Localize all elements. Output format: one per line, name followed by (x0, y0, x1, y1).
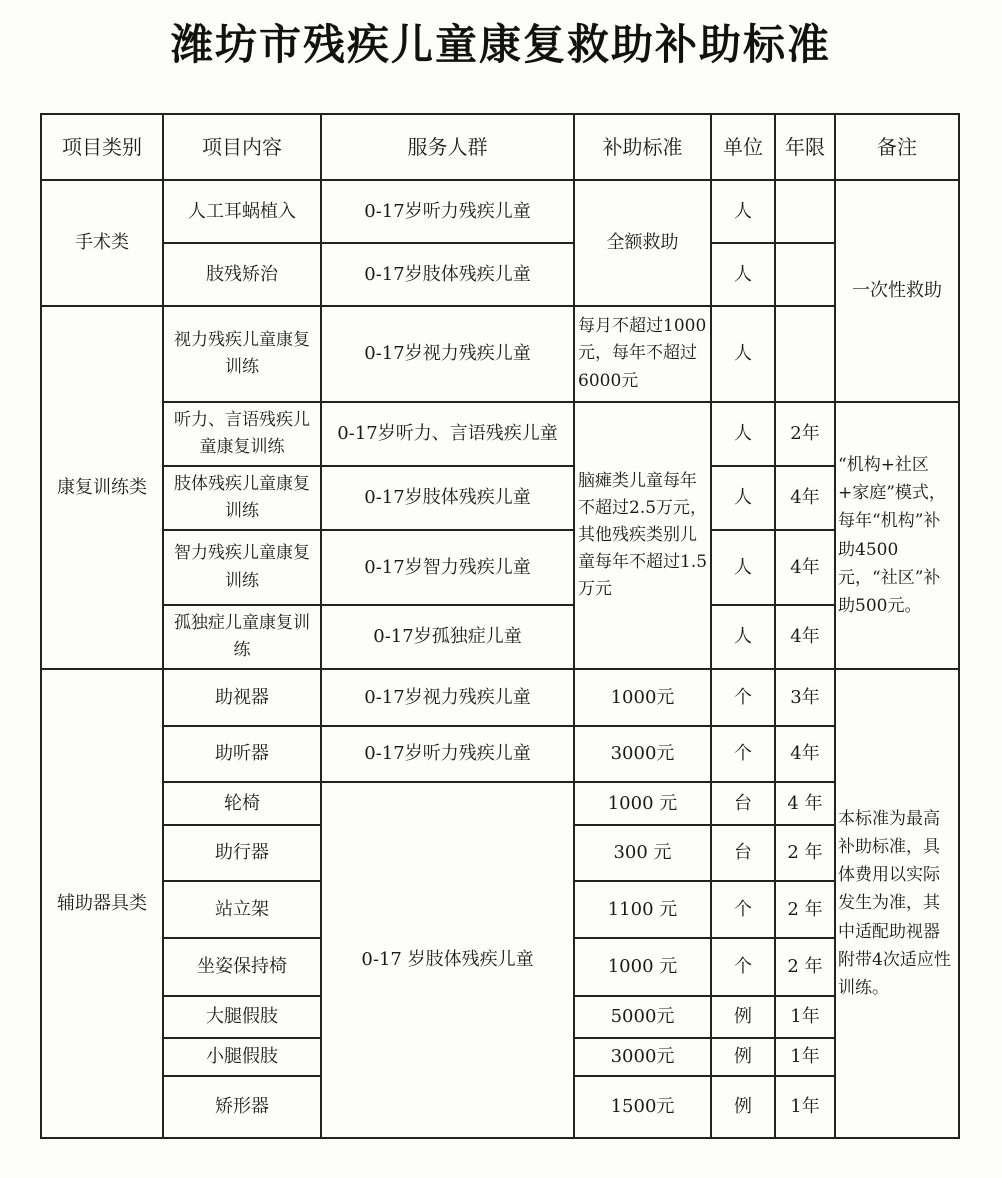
unit-cell: 个 (711, 726, 775, 782)
term-cell: 4年 (775, 530, 835, 605)
category-cell: 手术类 (41, 180, 163, 306)
standard-cell: 1000 元 (574, 938, 711, 996)
table-row (41, 782, 959, 825)
unit-cell: 人 (711, 466, 775, 530)
group-cell: 0-17岁孤独症儿童 (321, 605, 574, 669)
header-unit: 单位 (711, 114, 775, 180)
term-cell: 1年 (775, 1076, 835, 1138)
header-category: 项目类别 (41, 114, 163, 180)
header-group: 服务人群 (321, 114, 574, 180)
standard-cell: 1000 元 (574, 782, 711, 825)
header-content: 项目内容 (163, 114, 321, 180)
table-row (41, 466, 959, 530)
content-cell: 站立架 (163, 881, 321, 938)
content-cell: 智力残疾儿童康复训练 (163, 530, 321, 605)
term-cell: 4年 (775, 605, 835, 669)
table-row (41, 306, 959, 402)
table-row (41, 605, 959, 669)
content-cell: 矫形器 (163, 1076, 321, 1138)
remark-cell: “机构+社区+家庭”模式，每年“机构”补助4500元，“社区”补助500元。 (835, 402, 959, 669)
content-cell: 视力残疾儿童康复训练 (163, 306, 321, 402)
header-standard: 补助标准 (574, 114, 711, 180)
unit-cell: 人 (711, 243, 775, 306)
table-row (41, 726, 959, 782)
content-cell: 听力、言语残疾儿童康复训练 (163, 402, 321, 466)
content-cell: 助视器 (163, 669, 321, 726)
header-remark: 备注 (835, 114, 959, 180)
standard-cell: 5000元 (574, 996, 711, 1038)
group-cell: 0-17岁肢体残疾儿童 (321, 466, 574, 530)
unit-cell: 例 (711, 1038, 775, 1076)
table-row (41, 530, 959, 605)
table-row (41, 669, 959, 726)
content-cell: 大腿假肢 (163, 996, 321, 1038)
group-cell: 0-17岁听力残疾儿童 (321, 726, 574, 782)
standard-cell: 1500元 (574, 1076, 711, 1138)
remark-cell: 一次性救助 (835, 180, 959, 402)
group-cell: 0-17岁听力残疾儿童 (321, 180, 574, 243)
unit-cell: 人 (711, 180, 775, 243)
term-cell (775, 306, 835, 402)
standard-cell: 3000元 (574, 726, 711, 782)
category-cell: 辅助器具类 (41, 669, 163, 1138)
content-cell: 助行器 (163, 825, 321, 881)
term-cell (775, 243, 835, 306)
unit-cell: 个 (711, 881, 775, 938)
content-cell: 小腿假肢 (163, 1038, 321, 1076)
remark-cell: 本标准为最高补助标准，具体费用以实际发生为准，其中适配助视器附带4次适应性训练。 (835, 669, 959, 1138)
content-cell: 人工耳蜗植入 (163, 180, 321, 243)
group-cell: 0-17岁视力残疾儿童 (321, 669, 574, 726)
standard-cell: 300 元 (574, 825, 711, 881)
term-cell: 2 年 (775, 938, 835, 996)
unit-cell: 人 (711, 306, 775, 402)
group-cell: 0-17岁肢体残疾儿童 (321, 243, 574, 306)
term-cell: 3年 (775, 669, 835, 726)
unit-cell: 台 (711, 782, 775, 825)
content-cell: 轮椅 (163, 782, 321, 825)
term-cell: 2年 (775, 402, 835, 466)
group-cell: 0-17 岁肢体残疾儿童 (321, 782, 574, 1138)
document-title: 潍坊市残疾儿童康复救助补助标准 (170, 20, 831, 69)
term-cell: 4年 (775, 726, 835, 782)
unit-cell: 例 (711, 996, 775, 1038)
unit-cell: 人 (711, 605, 775, 669)
subsidy-standard-table (40, 113, 960, 1139)
group-cell: 0-17岁视力残疾儿童 (321, 306, 574, 402)
category-cell: 康复训练类 (41, 306, 163, 669)
content-cell: 肢残矫治 (163, 243, 321, 306)
unit-cell: 例 (711, 1076, 775, 1138)
term-cell: 1年 (775, 996, 835, 1038)
term-cell: 2 年 (775, 881, 835, 938)
content-cell: 助听器 (163, 726, 321, 782)
table-row (41, 243, 959, 306)
standard-cell: 1000元 (574, 669, 711, 726)
unit-cell: 人 (711, 530, 775, 605)
content-cell: 坐姿保持椅 (163, 938, 321, 996)
group-cell: 0-17岁听力、言语残疾儿童 (321, 402, 574, 466)
table-row (41, 180, 959, 243)
unit-cell: 台 (711, 825, 775, 881)
term-cell: 4年 (775, 466, 835, 530)
standard-cell: 1100 元 (574, 881, 711, 938)
header-term: 年限 (775, 114, 835, 180)
table-header-row (41, 114, 959, 180)
unit-cell: 个 (711, 669, 775, 726)
standard-cell: 3000元 (574, 1038, 711, 1076)
term-cell: 1年 (775, 1038, 835, 1076)
unit-cell: 人 (711, 402, 775, 466)
content-cell: 肢体残疾儿童康复训练 (163, 466, 321, 530)
unit-cell: 个 (711, 938, 775, 996)
standard-cell: 每月不超过1000元，每年不超过6000元 (574, 306, 711, 402)
standard-cell: 脑瘫类儿童每年不超过2.5万元，其他残疾类别儿童每年不超过1.5万元 (574, 402, 711, 669)
term-cell: 4 年 (775, 782, 835, 825)
group-cell: 0-17岁智力残疾儿童 (321, 530, 574, 605)
table-row (41, 402, 959, 466)
content-cell: 孤独症儿童康复训练 (163, 605, 321, 669)
term-cell: 2 年 (775, 825, 835, 881)
standard-cell: 全额救助 (574, 180, 711, 306)
term-cell (775, 180, 835, 243)
